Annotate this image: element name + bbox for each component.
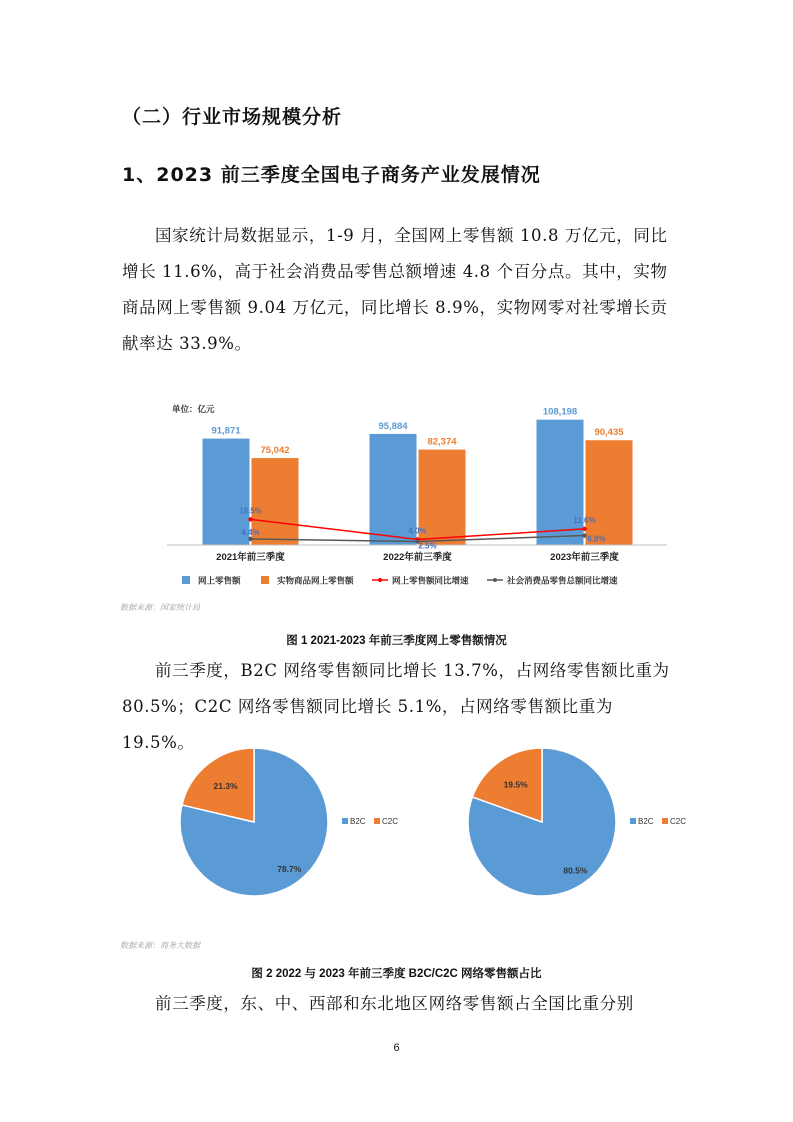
pie-legend-label: B2C	[350, 817, 366, 826]
b2c-c2c-pie-charts	[112, 740, 692, 910]
bar-value-label: 91,871	[211, 425, 241, 437]
x-tick-label: 2021年前三季度	[216, 552, 285, 563]
legend-item	[261, 576, 354, 586]
line-point	[248, 537, 252, 541]
subsection-heading: 1、2023 前三季度全国电子商务产业发展情况	[122, 164, 541, 186]
bar-value-label: 82,374	[427, 436, 457, 448]
legend-item	[182, 576, 241, 586]
line-value-label: 6.8%	[587, 534, 606, 544]
pie-legend-label: C2C	[670, 817, 687, 826]
pie-legend-swatch	[342, 818, 348, 824]
pie-value-label: 80.5%	[563, 865, 588, 876]
legend-item	[487, 576, 618, 586]
bar-online-retail-2	[537, 420, 584, 545]
line-point	[248, 517, 252, 521]
pie-legend-label: C2C	[382, 817, 399, 826]
bar-value-label: 108,198	[542, 406, 578, 418]
pie-value-label: 21.3%	[213, 781, 238, 792]
x-tick-label: 2023年前三季度	[550, 552, 619, 563]
x-tick-label: 2022年前三季度	[383, 552, 452, 563]
legend-label: 网上零售额同比增速	[392, 575, 469, 586]
line-value-label: 4.0%	[408, 526, 427, 536]
page-number: 6	[393, 1042, 400, 1054]
line-value-label: 18.5%	[239, 506, 262, 516]
paragraph-1: 国家统计局数据显示，1-9 月，全国网上零售额 10.8 万亿元，同比增长 11.6%，高于社会消费品零售总额增速 4.8 个百分点。其中，实物商品网上零售额 9.04 万亿元，同比增长 8.9%，实物网零对社零增长贡献率达 33.9%。	[122, 226, 668, 353]
legend-swatch	[182, 576, 190, 584]
line-point	[582, 533, 586, 537]
legend-swatch	[261, 576, 269, 584]
bar-physical-goods-2	[586, 440, 633, 545]
bar-value-label: 75,042	[260, 445, 290, 457]
legend-label: 网上零售额	[198, 575, 241, 586]
chart-unit-label: 单位：亿元	[172, 404, 215, 414]
legend-item	[372, 576, 469, 586]
pie-legend-swatch	[630, 818, 636, 824]
chart2-caption: 图 2 2022 与 2023 年前三季度 B2C/C2C 网络零售额占比	[251, 968, 542, 980]
chart2-source: 数据来源：商务大数据	[120, 941, 200, 950]
pie-legend-label: B2C	[638, 817, 654, 826]
pie-value-label: 78.7%	[277, 863, 302, 874]
section-heading: （二）行业市场规模分析	[122, 106, 343, 128]
chart1-source: 数据来源：国家统计局	[120, 603, 200, 612]
line-value-label: 4.4%	[241, 527, 260, 537]
paragraph-2: 前三季度，B2C 网络零售额同比增长 13.7%，占网络零售额比重为 80.5%；C2C 网络零售额同比增长 5.1%，占网络零售额比重为 19.5%。	[122, 661, 670, 752]
line-point	[582, 527, 586, 531]
bar-value-label: 95,884	[378, 420, 408, 432]
legend-label: 实物商品网上零售额	[277, 575, 354, 586]
legend-label: 社会消费品零售总额同比增速	[507, 575, 618, 586]
legend-marker	[378, 578, 382, 582]
bar-value-label: 90,435	[594, 427, 624, 439]
pie-value-label: 19.5%	[503, 779, 528, 790]
legend-marker	[493, 578, 497, 582]
paragraph-3: 前三季度，东、中、西部和东北地区网络零售额占全国比重分别	[155, 994, 634, 1013]
pie-legend-swatch	[374, 818, 380, 824]
online-retail-bar-chart	[112, 396, 672, 596]
line-value-label: 2.5%	[418, 541, 437, 551]
line-value-label: 11.6%	[573, 515, 596, 525]
chart1-caption: 图 1 2021-2023 年前三季度网上零售额情况	[286, 635, 507, 647]
pie-legend-swatch	[662, 818, 668, 824]
